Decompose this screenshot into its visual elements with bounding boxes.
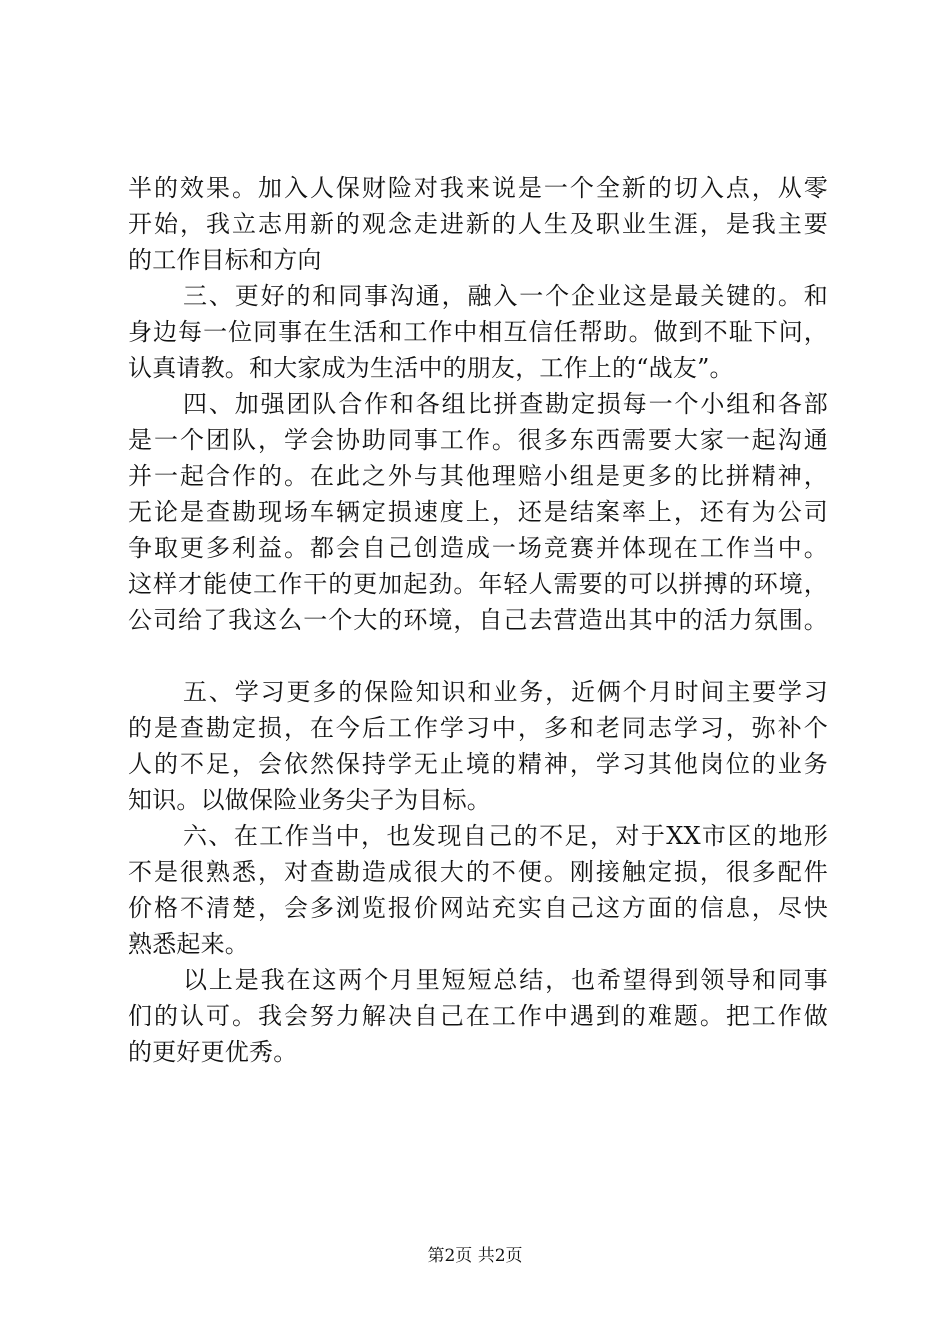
text-line: 并一起合作的。在此之外与其他理赔小组是更多的比拼精神， [128,462,828,490]
text-line: 熟悉起来。 [128,930,249,958]
paragraph-start-line: 以上是我在这两个月里短短总结，也希望得到领导和同事 [183,966,828,994]
text-line: 公司给了我这么一个大的环境，自己去营造出其中的活力氛围。 [128,606,828,634]
text-line: 的更好更优秀。 [128,1038,298,1066]
text-line: 半的效果。加入人保财险对我来说是一个全新的切入点，从零 [128,174,828,202]
text-line: 人的不足，会依然保持学无止境的精神，学习其他岗位的业务 [128,750,828,778]
text-line: 们的认可。我会努力解决自己在工作中遇到的难题。把工作做 [128,1002,828,1030]
paragraph-start-line: 四、加强团队合作和各组比拼查勘定损每一个小组和各部 [183,390,828,418]
document-body [128,170,828,1070]
text-line: 的工作目标和方向 [128,246,322,274]
blank-line [128,638,828,674]
page-number-indicator: 第2页 共2页 [427,1246,523,1266]
text-line: 知识。以做保险业务尖子为目标。 [128,786,491,814]
text-line: 身边每一位同事在生活和工作中相互信任帮助。做到不耻下问， [128,318,828,346]
paragraph-start-line: 五、学习更多的保险知识和业务，近俩个月时间主要学习 [183,678,828,706]
text-line: 的是查勘定损，在今后工作学习中，多和老同志学习，弥补个 [128,714,828,742]
paragraph-start-line: 六、在工作当中，也发现自己的不足，对于XX市区的地形 [183,822,828,850]
paragraph-start-line: 三、更好的和同事沟通，融入一个企业这是最关键的。和 [183,282,828,310]
text-line: 开始，我立志用新的观念走进新的人生及职业生涯，是我主要 [128,210,828,238]
text-line: 争取更多利益。都会自己创造成一场竞赛并体现在工作当中。 [128,534,828,562]
text-line: 这样才能使工作干的更加起劲。年轻人需要的可以拼搏的环境， [128,570,828,598]
page-footer [0,1244,950,1268]
text-line: 认真请教。和大家成为生活中的朋友，工作上的“战友”。 [128,354,734,382]
text-line: 不是很熟悉，对查勘造成很大的不便。刚接触定损，很多配件 [128,858,828,886]
text-line: 价格不清楚，会多浏览报价网站充实自己这方面的信息，尽快 [128,894,828,922]
text-line: 是一个团队，学会协助同事工作。很多东西需要大家一起沟通 [128,426,828,454]
text-line: 无论是查勘现场车辆定损速度上，还是结案率上，还有为公司 [128,498,828,526]
